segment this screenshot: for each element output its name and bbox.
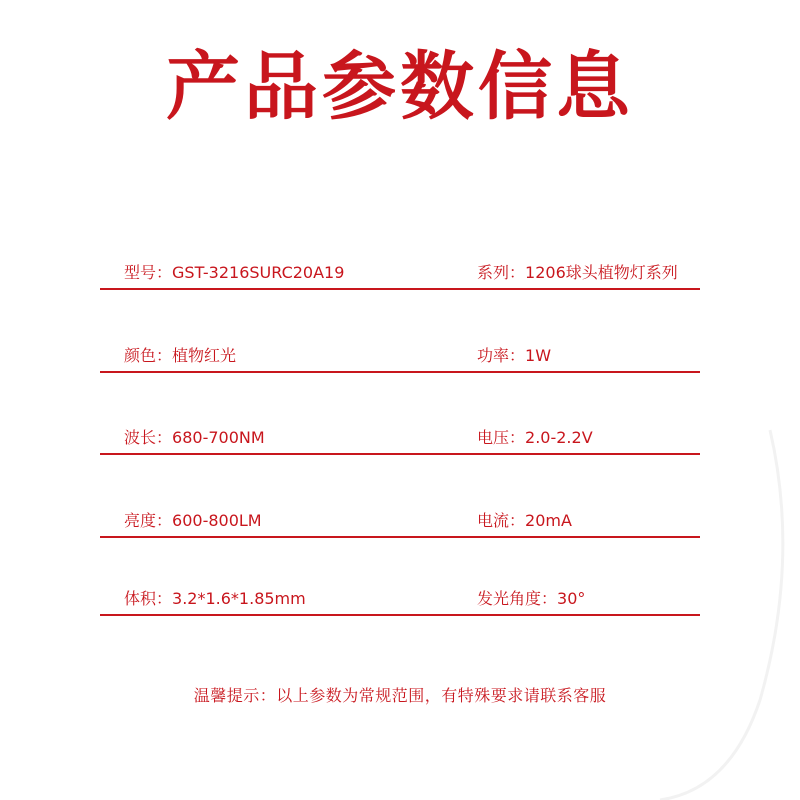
spec-separator: ： xyxy=(156,511,173,530)
spec-value: GST-3216SURC20A19 xyxy=(172,263,345,282)
spec-row xyxy=(100,510,700,538)
spec-value: 2.0-2.2V xyxy=(525,428,593,447)
spec-brightness xyxy=(124,510,262,532)
spec-row xyxy=(100,588,700,616)
spec-size xyxy=(124,588,306,610)
spec-separator: ： xyxy=(156,428,173,447)
spec-label: 电流 xyxy=(477,511,510,530)
spec-beam-angle xyxy=(477,588,585,610)
spec-label: 体积 xyxy=(124,589,157,608)
spec-model xyxy=(124,262,344,284)
spec-value: 1W xyxy=(525,346,552,365)
spec-label: 发光角度 xyxy=(477,589,542,608)
spec-separator: ： xyxy=(156,346,173,365)
spec-voltage xyxy=(477,427,593,449)
spec-separator: ： xyxy=(541,589,558,608)
spec-color xyxy=(124,345,236,367)
spec-separator: ： xyxy=(509,428,526,447)
spec-separator: ： xyxy=(509,511,526,530)
spec-series xyxy=(477,262,678,284)
spec-label: 波长 xyxy=(124,428,157,447)
page-title: 产品参数信息 xyxy=(166,44,634,130)
spec-value: 1206球头植物灯系列 xyxy=(525,263,678,282)
spec-separator: ： xyxy=(509,263,526,282)
spec-label: 电压 xyxy=(477,428,510,447)
spec-power xyxy=(477,345,551,367)
spec-label: 型号 xyxy=(124,263,157,282)
spec-value: 680-700NM xyxy=(172,428,265,447)
spec-value: 3.2*1.6*1.85mm xyxy=(172,589,306,608)
spec-separator: ： xyxy=(156,263,173,282)
spec-current xyxy=(477,510,572,532)
spec-row xyxy=(100,427,700,455)
spec-label: 系列 xyxy=(477,263,510,282)
spec-separator: ： xyxy=(156,589,173,608)
spec-label: 颜色 xyxy=(124,346,157,365)
spec-value: 植物红光 xyxy=(172,346,237,365)
spec-label: 功率 xyxy=(477,346,510,365)
spec-value: 600-800LM xyxy=(172,511,262,530)
spec-value: 20mA xyxy=(525,511,572,530)
spec-row xyxy=(100,262,700,290)
spec-row xyxy=(100,345,700,373)
spec-label: 亮度 xyxy=(124,511,157,530)
spec-wavelength xyxy=(124,427,265,449)
spec-separator: ： xyxy=(509,346,526,365)
footer-note: 温馨提示：以上参数为常规范围，有特殊要求请联系客服 xyxy=(193,686,607,705)
spec-value: 30° xyxy=(557,589,586,608)
